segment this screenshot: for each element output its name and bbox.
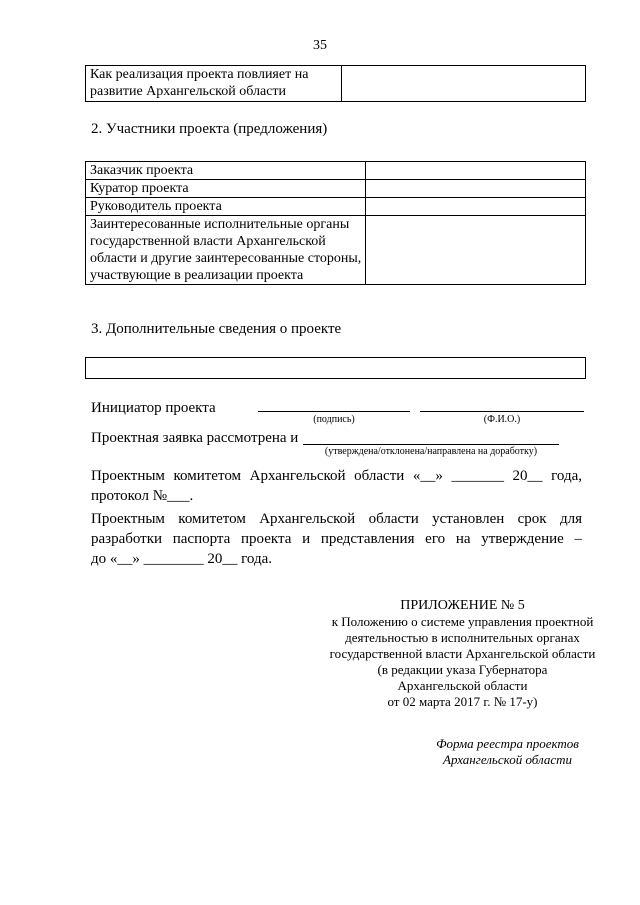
additional-info-table (85, 357, 586, 379)
signature-line[interactable] (258, 411, 410, 412)
customer-value-cell[interactable] (366, 162, 586, 180)
name-line[interactable] (420, 411, 584, 412)
table-row (86, 66, 586, 102)
manager-label-cell: Руководитель проекта (86, 198, 366, 216)
table-row (86, 216, 586, 285)
appendix-title: ПРИЛОЖЕНИЕ № 5 (400, 598, 525, 613)
form-name-line-1: Форма реестра проектов (436, 736, 579, 751)
impact-label-cell: Как реализация проекта повлияет на развитие Архангельской области (86, 66, 342, 102)
appendix-line-2: к Положению о системе управления проектной (331, 614, 594, 629)
form-name-line-2: Архангельской области (443, 752, 572, 767)
table-row (86, 198, 586, 216)
appendix-line-3: деятельностью в исполнительных органах (345, 630, 580, 645)
curator-label-cell: Куратор проекта (86, 180, 366, 198)
appendix-block (320, 598, 605, 710)
page-number: 35 (313, 38, 327, 53)
appendix-line-7: от 02 марта 2017 г. № 17-у) (387, 694, 538, 709)
appendix-line-6: Архангельской области (397, 678, 528, 693)
section3-title: 3. Дополнительные сведения о проекте (91, 321, 342, 337)
manager-value-cell[interactable] (366, 198, 586, 216)
deadline-line-2: разработки паспорта проекта и представления его на утверждение – (91, 531, 582, 547)
form-name (420, 736, 595, 768)
deadline-paragraph (91, 509, 582, 569)
appendix-line-5: (в редакции указа Губернатора (377, 662, 548, 677)
participants-table (85, 161, 586, 285)
stakeholders-value-cell[interactable] (366, 216, 586, 285)
deadline-line-3: до «__» ________ 20__ года. (91, 551, 273, 567)
name-caption: (Ф.И.О.) (483, 414, 521, 425)
appendix-line-4: государственной власти Архангельской области (329, 646, 596, 661)
table-row (86, 358, 586, 379)
signature-caption: (подпись) (313, 414, 355, 425)
table-row (86, 180, 586, 198)
committee-line-2: протокол №___. (91, 488, 194, 504)
review-label: Проектная заявка рассмотрена и (91, 430, 299, 446)
committee-line-1: Проектным комитетом Архангельской области «__» _______ 20__ года, (91, 468, 582, 484)
committee-paragraph (91, 466, 582, 506)
stakeholders-label-cell: Заинтересованные исполнительные органы государственной власти Архангельской области и другие заинтересованные стороны, участвующие в реализации проекта (86, 216, 366, 285)
additional-info-cell[interactable] (86, 358, 586, 379)
review-caption: (утверждена/отклонена/направлена на доработку) (324, 446, 538, 457)
impact-value-cell[interactable] (342, 66, 586, 102)
curator-value-cell[interactable] (366, 180, 586, 198)
table-row (86, 162, 586, 180)
section2-title: 2. Участники проекта (предложения) (91, 121, 328, 137)
deadline-line-1: Проектным комитетом Архангельской области установлен срок для (91, 511, 582, 527)
customer-label-cell: Заказчик проекта (86, 162, 366, 180)
project-impact-table (85, 65, 586, 102)
review-result-line[interactable] (303, 444, 559, 445)
initiator-label: Инициатор проекта (91, 400, 216, 416)
